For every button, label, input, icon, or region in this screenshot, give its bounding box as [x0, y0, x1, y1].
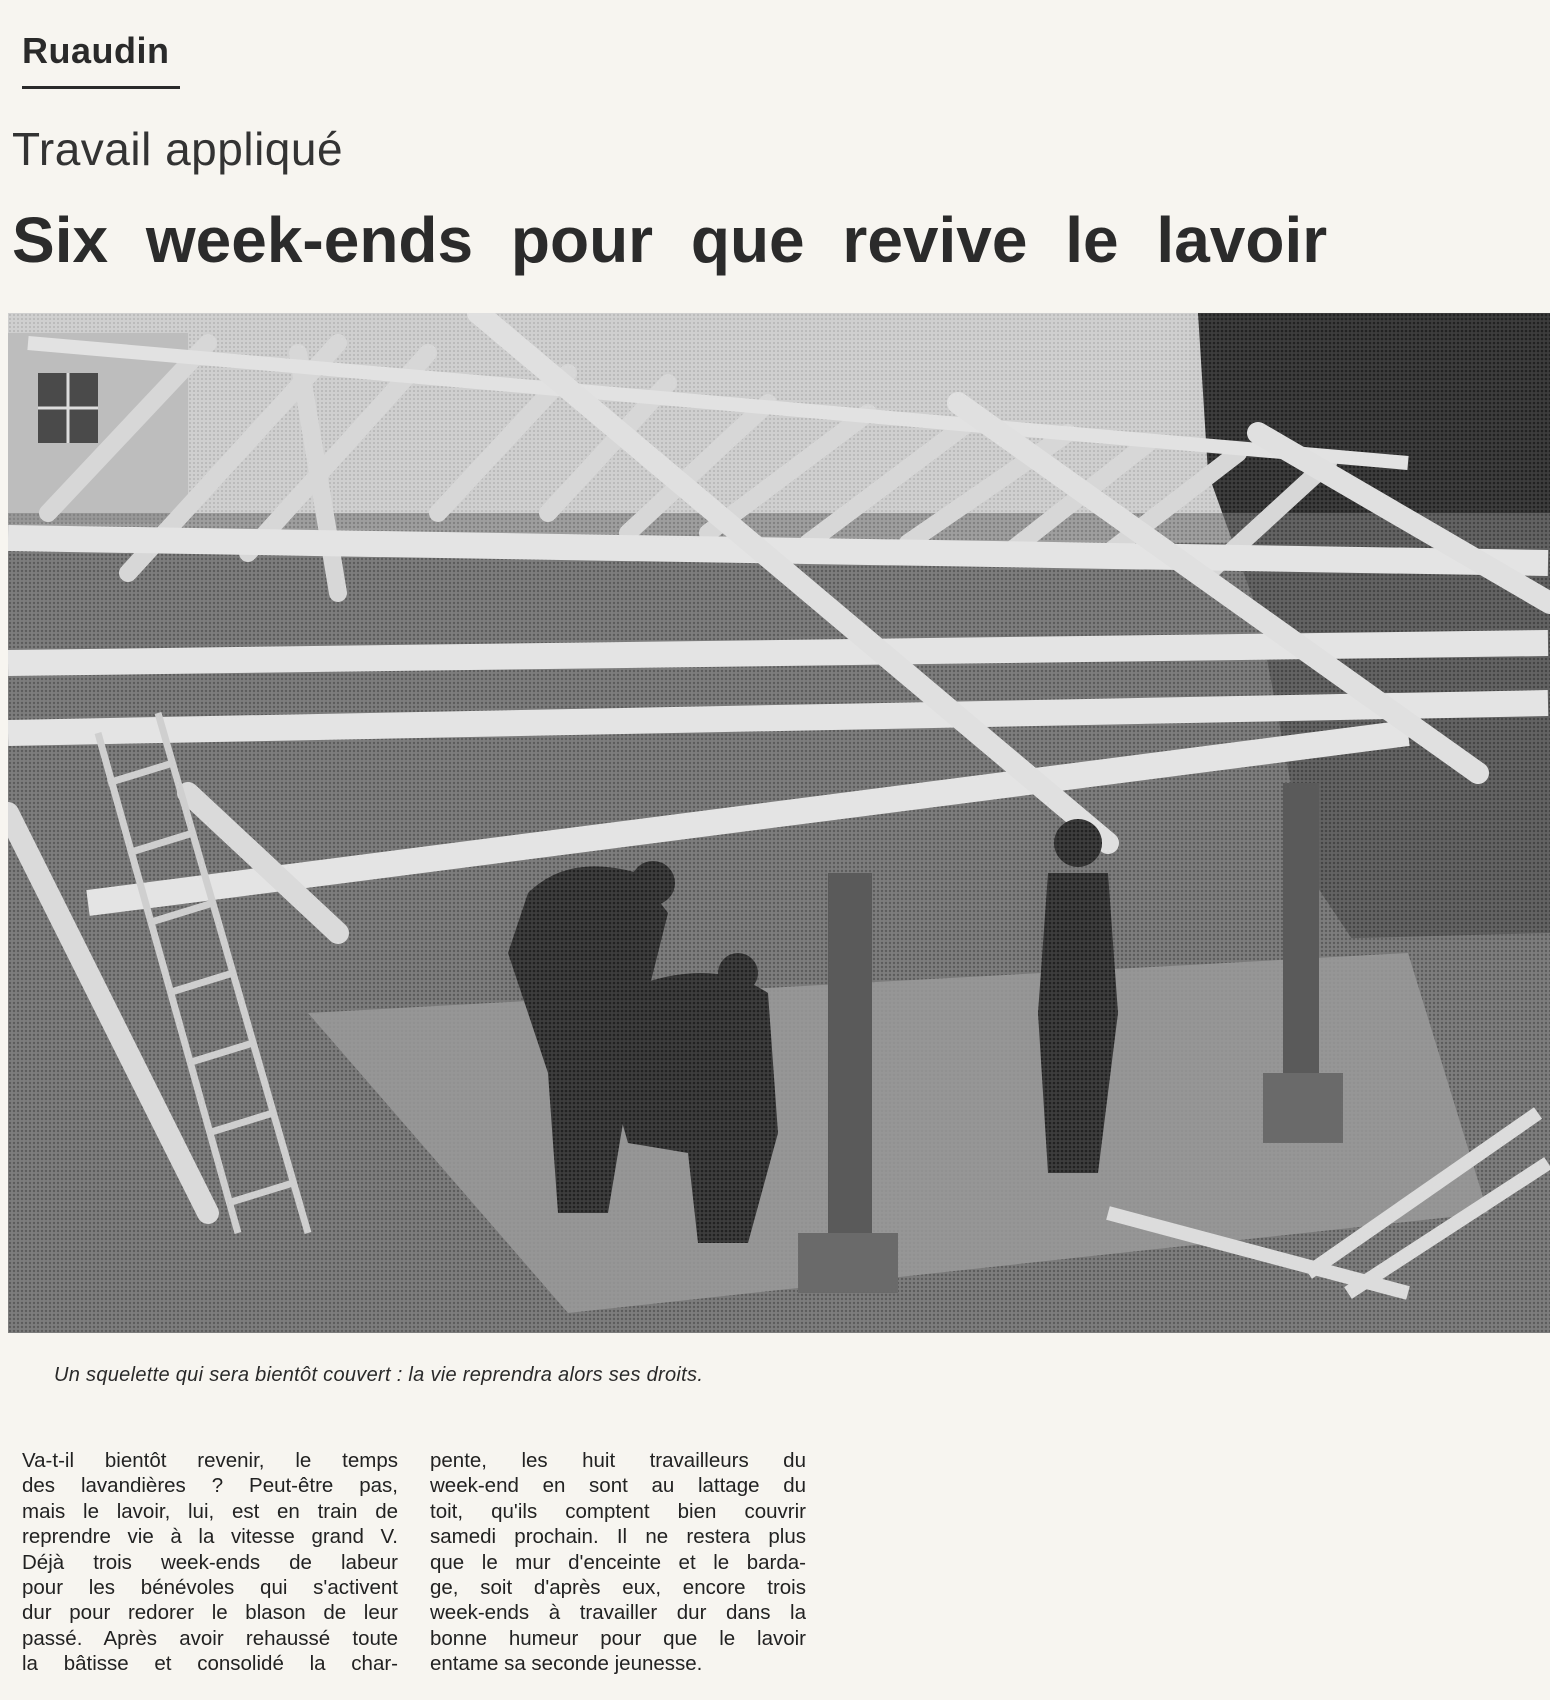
text-line: week-end en sont au lattage du [430, 1474, 806, 1498]
photo-caption: Un squelette qui sera bientôt couvert : la vie reprendra alors ses droits. [54, 1364, 704, 1386]
text-line: dur pour redorer le blason de leur [22, 1601, 398, 1625]
article-photo [8, 313, 1550, 1333]
text-line: week-ends à travailler dur dans la [430, 1601, 806, 1625]
text-line: pour les bénévoles qui s'activent [22, 1575, 398, 1599]
post-base [1263, 1073, 1343, 1143]
text-line: toit, qu'ils comptent bien couvrir [430, 1499, 806, 1523]
article-column-1 [22, 1448, 398, 1677]
text-line: pente, les huit travailleurs du [430, 1449, 806, 1472]
text-line: bonne humeur pour que le lavoir [430, 1626, 806, 1650]
text-line: Va-t-il bientôt revenir, le temps [22, 1449, 398, 1472]
headline: Six week-ends pour que revive le lavoir [12, 204, 1328, 276]
text-line: Déjà trois week-ends de labeur [22, 1550, 398, 1574]
text-line: que le mur d'enceinte et le barda- [430, 1550, 806, 1574]
text-line: la bâtisse et consolidé la char- [22, 1652, 398, 1676]
kicker: Travail appliqué [12, 123, 344, 175]
post-base [798, 1233, 898, 1293]
rubric: Ruaudin [22, 30, 170, 71]
text-line: passé. Après avoir rehaussé toute [22, 1626, 398, 1650]
text-line: ge, soit d'après eux, encore trois [430, 1575, 806, 1599]
rubric-underline [22, 86, 180, 89]
text-line: mais le lavoir, lui, est en train de [22, 1499, 398, 1523]
article-column-2 [430, 1448, 806, 1677]
text-line: reprendre vie à la vitesse grand V. [22, 1525, 398, 1549]
text-line: samedi prochain. Il ne restera plus [430, 1525, 806, 1549]
text-line: des lavandières ? Peut-être pas, [22, 1474, 398, 1498]
text-line: entame sa seconde jeunesse. [430, 1652, 703, 1676]
